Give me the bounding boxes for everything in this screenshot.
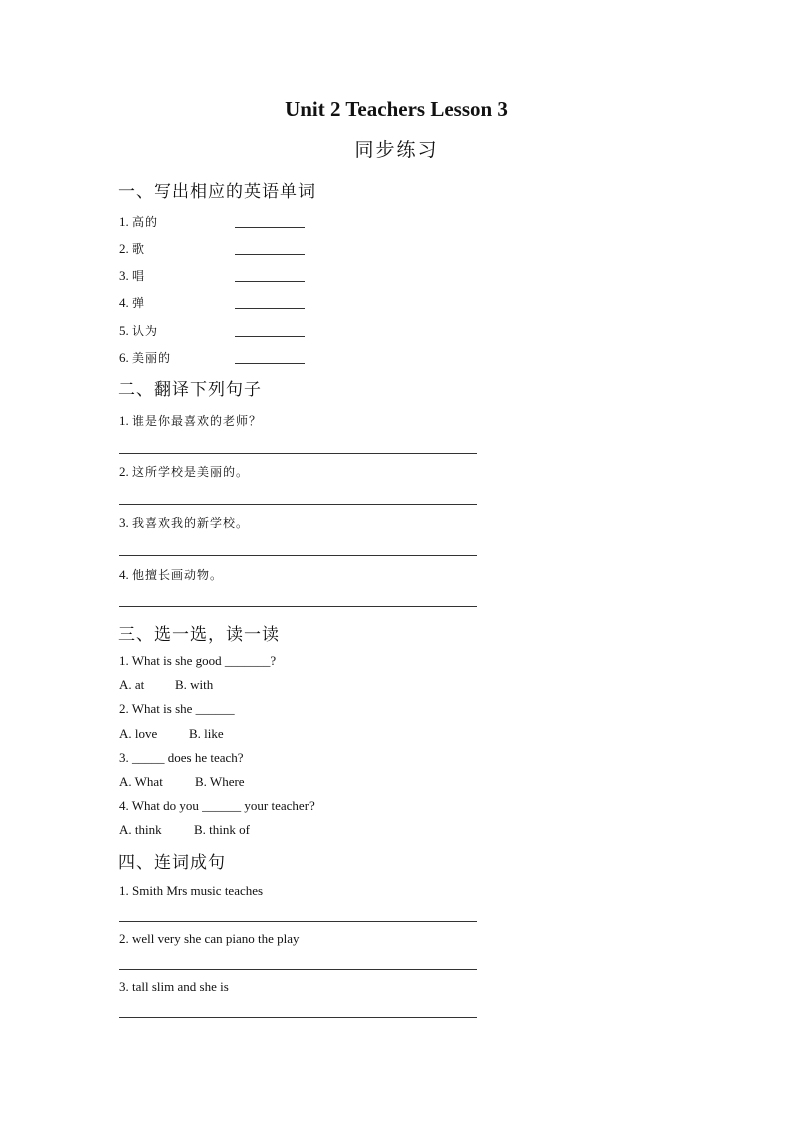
answer-line[interactable] bbox=[119, 606, 477, 607]
section-4-heading: 四、连词成句 bbox=[118, 853, 226, 873]
chinese-sentence: 这所学校是美丽的。 bbox=[132, 465, 250, 479]
section-3-heading: 三、选一选，读一读 bbox=[118, 625, 280, 645]
answer-line[interactable] bbox=[119, 921, 477, 922]
chinese-word: 弹 bbox=[132, 296, 146, 310]
word-item bbox=[119, 322, 158, 339]
mc-option-a[interactable]: A. love bbox=[119, 726, 158, 741]
chinese-sentence: 他擅长画动物。 bbox=[132, 568, 224, 582]
item-number: 6. bbox=[119, 350, 129, 365]
mc-question: 4. What do you ______ your teacher? bbox=[119, 798, 315, 813]
answer-line[interactable] bbox=[119, 504, 477, 505]
chinese-word: 高的 bbox=[132, 215, 159, 229]
answer-line[interactable] bbox=[119, 969, 477, 970]
section-2-heading: 二、翻译下列句子 bbox=[118, 380, 262, 400]
page-subtitle: 同步练习 bbox=[354, 139, 439, 161]
answer-blank[interactable] bbox=[235, 281, 305, 282]
answer-blank[interactable] bbox=[235, 336, 305, 337]
item-number: 1. bbox=[119, 413, 129, 428]
section-1-heading: 一、写出相应的英语单词 bbox=[118, 182, 316, 202]
mc-option-a[interactable]: A. What bbox=[119, 774, 163, 789]
word-item bbox=[119, 267, 145, 284]
answer-line[interactable] bbox=[119, 1017, 477, 1018]
answer-line[interactable] bbox=[119, 555, 477, 556]
mc-option-b[interactable]: B. Where bbox=[195, 774, 245, 789]
chinese-sentence: 谁是你最喜欢的老师？ bbox=[132, 414, 263, 428]
item-number: 5. bbox=[119, 323, 129, 338]
chinese-word: 美丽的 bbox=[132, 351, 172, 365]
word-item bbox=[119, 213, 158, 230]
word-item bbox=[119, 294, 145, 311]
mc-option-a[interactable]: A. think bbox=[119, 822, 162, 837]
item-number: 4. bbox=[119, 295, 129, 310]
answer-blank[interactable] bbox=[235, 363, 305, 364]
translation-item bbox=[119, 463, 249, 480]
word-order-item: 2. well very she can piano the play bbox=[119, 931, 300, 946]
translation-item bbox=[119, 514, 249, 531]
item-number: 3. bbox=[119, 268, 129, 283]
mc-question: 1. What is she good _______? bbox=[119, 653, 277, 668]
mc-option-b[interactable]: B. like bbox=[189, 726, 224, 741]
chinese-word: 唱 bbox=[132, 269, 146, 283]
item-number: 2. bbox=[119, 241, 129, 256]
word-item bbox=[119, 240, 145, 257]
word-order-item: 1. Smith Mrs music teaches bbox=[119, 883, 264, 898]
page-title: Unit 2 Teachers Lesson 3 bbox=[285, 97, 508, 121]
item-number: 4. bbox=[119, 567, 129, 582]
answer-blank[interactable] bbox=[235, 308, 305, 309]
answer-blank[interactable] bbox=[235, 227, 305, 228]
item-number: 3. bbox=[119, 515, 129, 530]
answer-blank[interactable] bbox=[235, 254, 305, 255]
mc-question: 3. _____ does he teach? bbox=[119, 750, 244, 765]
answer-line[interactable] bbox=[119, 453, 477, 454]
chinese-word: 歌 bbox=[132, 242, 146, 256]
mc-option-b[interactable]: B. think of bbox=[194, 822, 250, 837]
item-number: 1. bbox=[119, 214, 129, 229]
word-order-item: 3. tall slim and she is bbox=[119, 979, 229, 994]
item-number: 2. bbox=[119, 464, 129, 479]
chinese-word: 认为 bbox=[132, 324, 159, 338]
mc-option-a[interactable]: A. at bbox=[119, 677, 145, 692]
mc-option-b[interactable]: B. with bbox=[175, 677, 214, 692]
word-item bbox=[119, 349, 171, 366]
chinese-sentence: 我喜欢我的新学校。 bbox=[132, 516, 250, 530]
mc-question: 2. What is she ______ bbox=[119, 701, 235, 716]
translation-item bbox=[119, 566, 223, 583]
translation-item bbox=[119, 412, 262, 429]
